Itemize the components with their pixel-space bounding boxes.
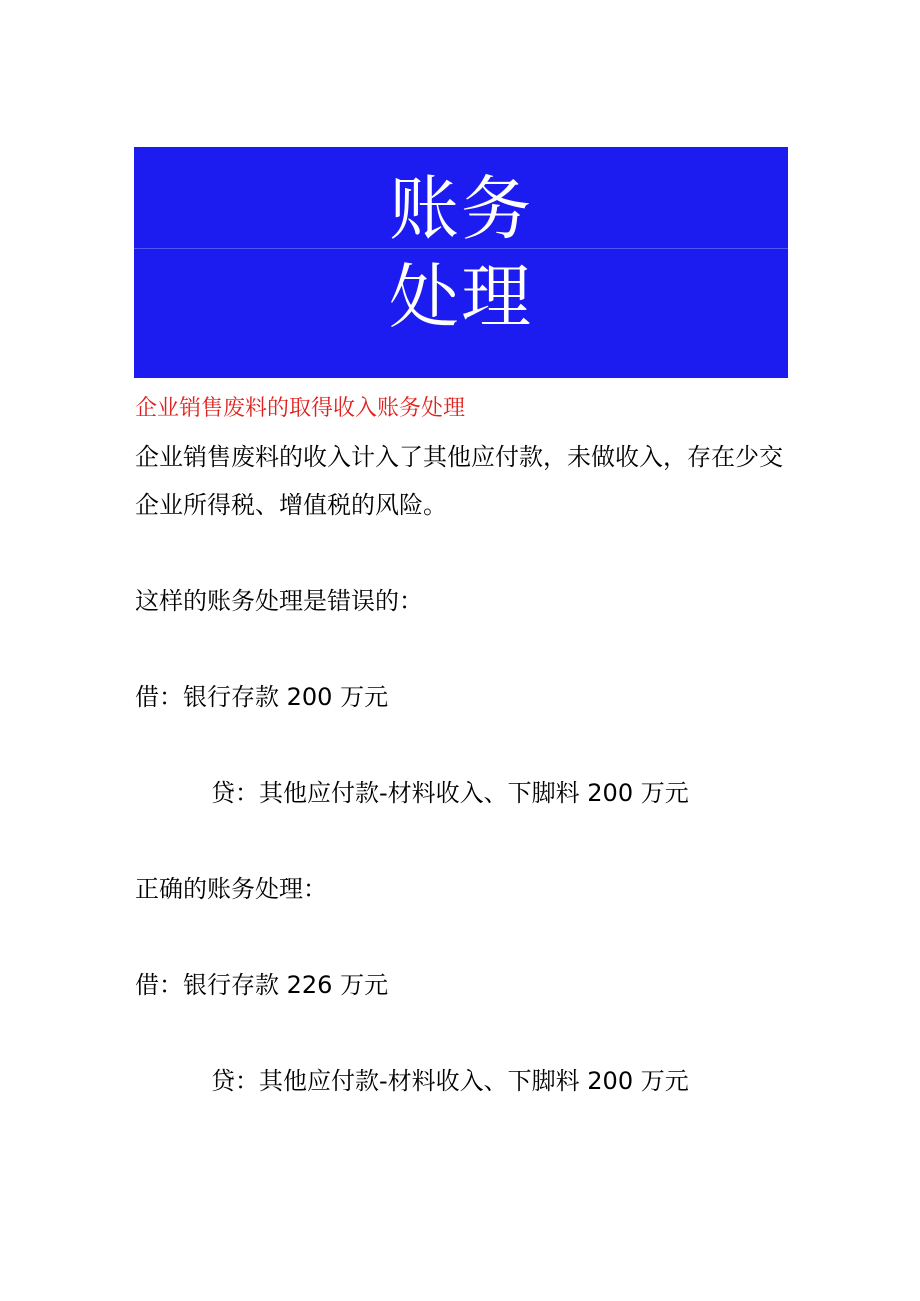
- section-heading: 企业销售废料的取得收入账务处理: [135, 396, 466, 421]
- banner-title-line-2: 处理: [389, 256, 533, 338]
- intro-line-1: 企业销售废料的收入计入了其他应付款，未做收入，存在少交: [135, 443, 783, 471]
- wrong-entry-label: 这样的账务处理是错误的：: [135, 587, 423, 615]
- correct-credit-entry: 贷：其他应付款-材料收入、下脚料 200 万元: [211, 1067, 689, 1095]
- correct-entry-label: 正确的账务处理：: [135, 875, 327, 903]
- correct-debit-entry: 借：银行存款 226 万元: [135, 971, 389, 999]
- wrong-credit-entry: 贷：其他应付款-材料收入、下脚料 200 万元: [211, 779, 689, 807]
- title-banner: [134, 147, 788, 378]
- wrong-debit-entry: 借：银行存款 200 万元: [135, 683, 389, 711]
- intro-line-2: 企业所得税、增值税的风险。: [135, 491, 447, 519]
- banner-title-line-1: 账务: [389, 168, 533, 250]
- banner-divider: [134, 248, 788, 249]
